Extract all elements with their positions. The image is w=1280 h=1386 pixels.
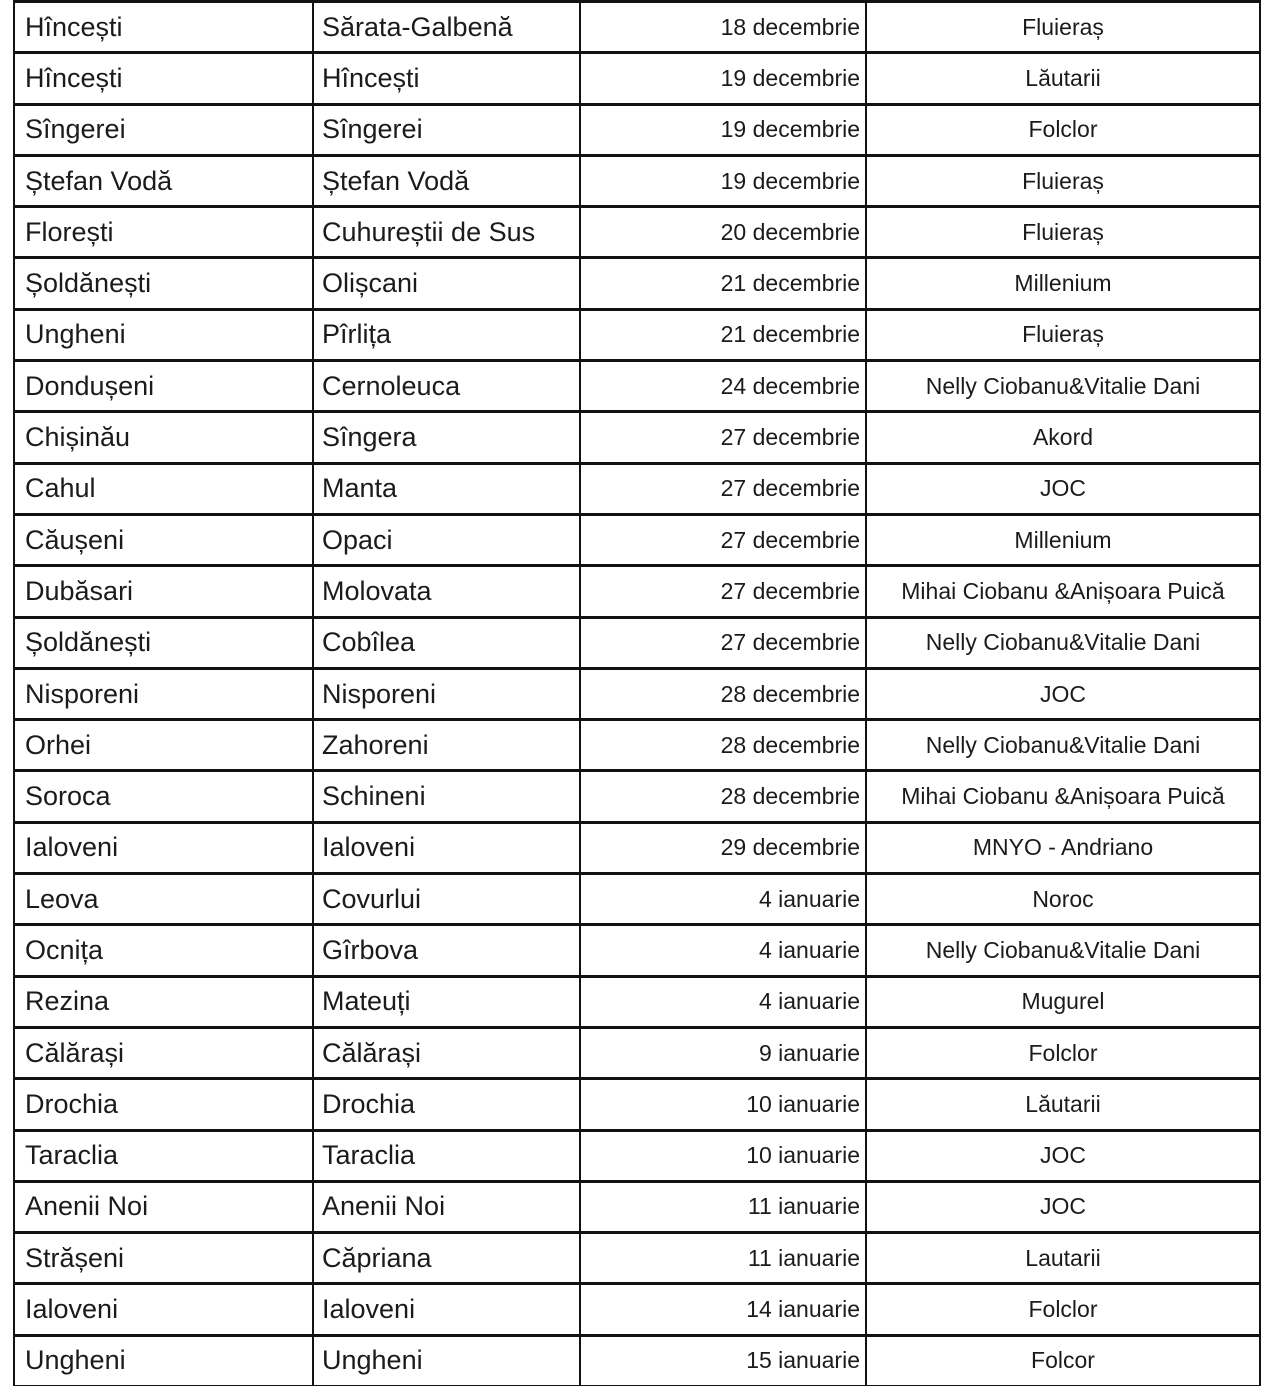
table-row bbox=[14, 668, 1260, 719]
district-cell: Soroca bbox=[14, 771, 313, 822]
district-cell: Dubăsari bbox=[14, 566, 313, 617]
date-cell: 15 ianuarie bbox=[580, 1335, 866, 1386]
locality-cell: Ștefan Vodă bbox=[313, 155, 580, 206]
district-cell: Nisporeni bbox=[14, 668, 313, 719]
artist-cell: Lăutarii bbox=[866, 1079, 1260, 1130]
artist-cell: Mugurel bbox=[866, 976, 1260, 1027]
table-row bbox=[14, 771, 1260, 822]
locality-cell: Cuhureștii de Sus bbox=[313, 207, 580, 258]
artist-cell: Nelly Ciobanu&Vitalie Dani bbox=[866, 925, 1260, 976]
artist-cell: Folclor bbox=[866, 1027, 1260, 1078]
table-row bbox=[14, 822, 1260, 873]
district-cell: Hîncești bbox=[14, 2, 313, 53]
table-row bbox=[14, 207, 1260, 258]
district-cell: Șoldănești bbox=[14, 617, 313, 668]
date-cell: 28 decembrie bbox=[580, 720, 866, 771]
table-row bbox=[14, 1233, 1260, 1284]
schedule-table bbox=[13, 0, 1261, 1386]
district-cell: Dondușeni bbox=[14, 361, 313, 412]
artist-cell: Folclor bbox=[866, 1284, 1260, 1335]
locality-cell: Călărași bbox=[313, 1027, 580, 1078]
table-row bbox=[14, 258, 1260, 309]
district-cell: Taraclia bbox=[14, 1130, 313, 1181]
table-row bbox=[14, 566, 1260, 617]
locality-cell: Căpriana bbox=[313, 1233, 580, 1284]
district-cell: Ialoveni bbox=[14, 1284, 313, 1335]
district-cell: Strășeni bbox=[14, 1233, 313, 1284]
date-cell: 27 decembrie bbox=[580, 566, 866, 617]
district-cell: Florești bbox=[14, 207, 313, 258]
artist-cell: Millenium bbox=[866, 514, 1260, 565]
locality-cell: Molovata bbox=[313, 566, 580, 617]
date-cell: 19 decembrie bbox=[580, 104, 866, 155]
artist-cell: JOC bbox=[866, 1130, 1260, 1181]
district-cell: Orhei bbox=[14, 720, 313, 771]
locality-cell: Covurlui bbox=[313, 874, 580, 925]
district-cell: Ungheni bbox=[14, 309, 313, 360]
table-row bbox=[14, 412, 1260, 463]
artist-cell: Nelly Ciobanu&Vitalie Dani bbox=[866, 617, 1260, 668]
artist-cell: Mihai Ciobanu &Anișoara Puică bbox=[866, 566, 1260, 617]
table-row bbox=[14, 925, 1260, 976]
date-cell: 4 ianuarie bbox=[580, 925, 866, 976]
date-cell: 24 decembrie bbox=[580, 361, 866, 412]
locality-cell: Sărata-Galbenă bbox=[313, 2, 580, 53]
district-cell: Călărași bbox=[14, 1027, 313, 1078]
table-row bbox=[14, 1027, 1260, 1078]
locality-cell: Mateuți bbox=[313, 976, 580, 1027]
date-cell: 29 decembrie bbox=[580, 822, 866, 873]
date-cell: 21 decembrie bbox=[580, 258, 866, 309]
date-cell: 20 decembrie bbox=[580, 207, 866, 258]
district-cell: Ungheni bbox=[14, 1335, 313, 1386]
table-row bbox=[14, 874, 1260, 925]
artist-cell: Nelly Ciobanu&Vitalie Dani bbox=[866, 720, 1260, 771]
artist-cell: Mihai Ciobanu &Anișoara Puică bbox=[866, 771, 1260, 822]
locality-cell: Taraclia bbox=[313, 1130, 580, 1181]
locality-cell: Gîrbova bbox=[313, 925, 580, 976]
locality-cell: Sîngerei bbox=[313, 104, 580, 155]
artist-cell: JOC bbox=[866, 463, 1260, 514]
date-cell: 10 ianuarie bbox=[580, 1079, 866, 1130]
locality-cell: Manta bbox=[313, 463, 580, 514]
district-cell: Drochia bbox=[14, 1079, 313, 1130]
locality-cell: Cobîlea bbox=[313, 617, 580, 668]
artist-cell: Akord bbox=[866, 412, 1260, 463]
artist-cell: Nelly Ciobanu&Vitalie Dani bbox=[866, 361, 1260, 412]
district-cell: Hîncești bbox=[14, 53, 313, 104]
district-cell: Căușeni bbox=[14, 514, 313, 565]
artist-cell: Fluieraș bbox=[866, 2, 1260, 53]
date-cell: 18 decembrie bbox=[580, 2, 866, 53]
artist-cell: JOC bbox=[866, 1181, 1260, 1232]
date-cell: 19 decembrie bbox=[580, 53, 866, 104]
artist-cell: Folcor bbox=[866, 1335, 1260, 1386]
date-cell: 10 ianuarie bbox=[580, 1130, 866, 1181]
artist-cell: Lăutarii bbox=[866, 53, 1260, 104]
locality-cell: Cernoleuca bbox=[313, 361, 580, 412]
table-row bbox=[14, 617, 1260, 668]
date-cell: 4 ianuarie bbox=[580, 874, 866, 925]
date-cell: 27 decembrie bbox=[580, 617, 866, 668]
locality-cell: Zahoreni bbox=[313, 720, 580, 771]
artist-cell: Fluieraș bbox=[866, 309, 1260, 360]
locality-cell: Ialoveni bbox=[313, 822, 580, 873]
artist-cell: Noroc bbox=[866, 874, 1260, 925]
locality-cell: Drochia bbox=[313, 1079, 580, 1130]
district-cell: Cahul bbox=[14, 463, 313, 514]
date-cell: 9 ianuarie bbox=[580, 1027, 866, 1078]
artist-cell: Millenium bbox=[866, 258, 1260, 309]
locality-cell: Olișcani bbox=[313, 258, 580, 309]
district-cell: Șoldănești bbox=[14, 258, 313, 309]
artist-cell: Lautarii bbox=[866, 1233, 1260, 1284]
district-cell: Leova bbox=[14, 874, 313, 925]
table-row bbox=[14, 1335, 1260, 1386]
table-row bbox=[14, 1181, 1260, 1232]
artist-cell: MNYO - Andriano bbox=[866, 822, 1260, 873]
table-row bbox=[14, 1130, 1260, 1181]
date-cell: 28 decembrie bbox=[580, 668, 866, 719]
table-row bbox=[14, 361, 1260, 412]
table-row bbox=[14, 1284, 1260, 1335]
table-row bbox=[14, 1079, 1260, 1130]
date-cell: 4 ianuarie bbox=[580, 976, 866, 1027]
artist-cell: Fluieraș bbox=[866, 155, 1260, 206]
date-cell: 14 ianuarie bbox=[580, 1284, 866, 1335]
district-cell: Ștefan Vodă bbox=[14, 155, 313, 206]
district-cell: Sîngerei bbox=[14, 104, 313, 155]
district-cell: Anenii Noi bbox=[14, 1181, 313, 1232]
table-row bbox=[14, 514, 1260, 565]
locality-cell: Ungheni bbox=[313, 1335, 580, 1386]
table-row bbox=[14, 309, 1260, 360]
table-row bbox=[14, 2, 1260, 53]
locality-cell: Ialoveni bbox=[313, 1284, 580, 1335]
date-cell: 27 decembrie bbox=[580, 412, 866, 463]
date-cell: 27 decembrie bbox=[580, 463, 866, 514]
district-cell: Chișinău bbox=[14, 412, 313, 463]
date-cell: 21 decembrie bbox=[580, 309, 866, 360]
district-cell: Ialoveni bbox=[14, 822, 313, 873]
table-row bbox=[14, 155, 1260, 206]
artist-cell: JOC bbox=[866, 668, 1260, 719]
locality-cell: Hîncești bbox=[313, 53, 580, 104]
artist-cell: Folclor bbox=[866, 104, 1260, 155]
locality-cell: Pîrlița bbox=[313, 309, 580, 360]
district-cell: Ocnița bbox=[14, 925, 313, 976]
date-cell: 27 decembrie bbox=[580, 514, 866, 565]
table-row bbox=[14, 720, 1260, 771]
locality-cell: Nisporeni bbox=[313, 668, 580, 719]
table-row bbox=[14, 976, 1260, 1027]
table-row bbox=[14, 104, 1260, 155]
date-cell: 11 ianuarie bbox=[580, 1181, 866, 1232]
artist-cell: Fluieraș bbox=[866, 207, 1260, 258]
table-row bbox=[14, 463, 1260, 514]
locality-cell: Anenii Noi bbox=[313, 1181, 580, 1232]
locality-cell: Schineni bbox=[313, 771, 580, 822]
table-body bbox=[14, 2, 1260, 1386]
district-cell: Rezina bbox=[14, 976, 313, 1027]
date-cell: 28 decembrie bbox=[580, 771, 866, 822]
date-cell: 11 ianuarie bbox=[580, 1233, 866, 1284]
locality-cell: Sîngera bbox=[313, 412, 580, 463]
table-row bbox=[14, 53, 1260, 104]
locality-cell: Opaci bbox=[313, 514, 580, 565]
date-cell: 19 decembrie bbox=[580, 155, 866, 206]
